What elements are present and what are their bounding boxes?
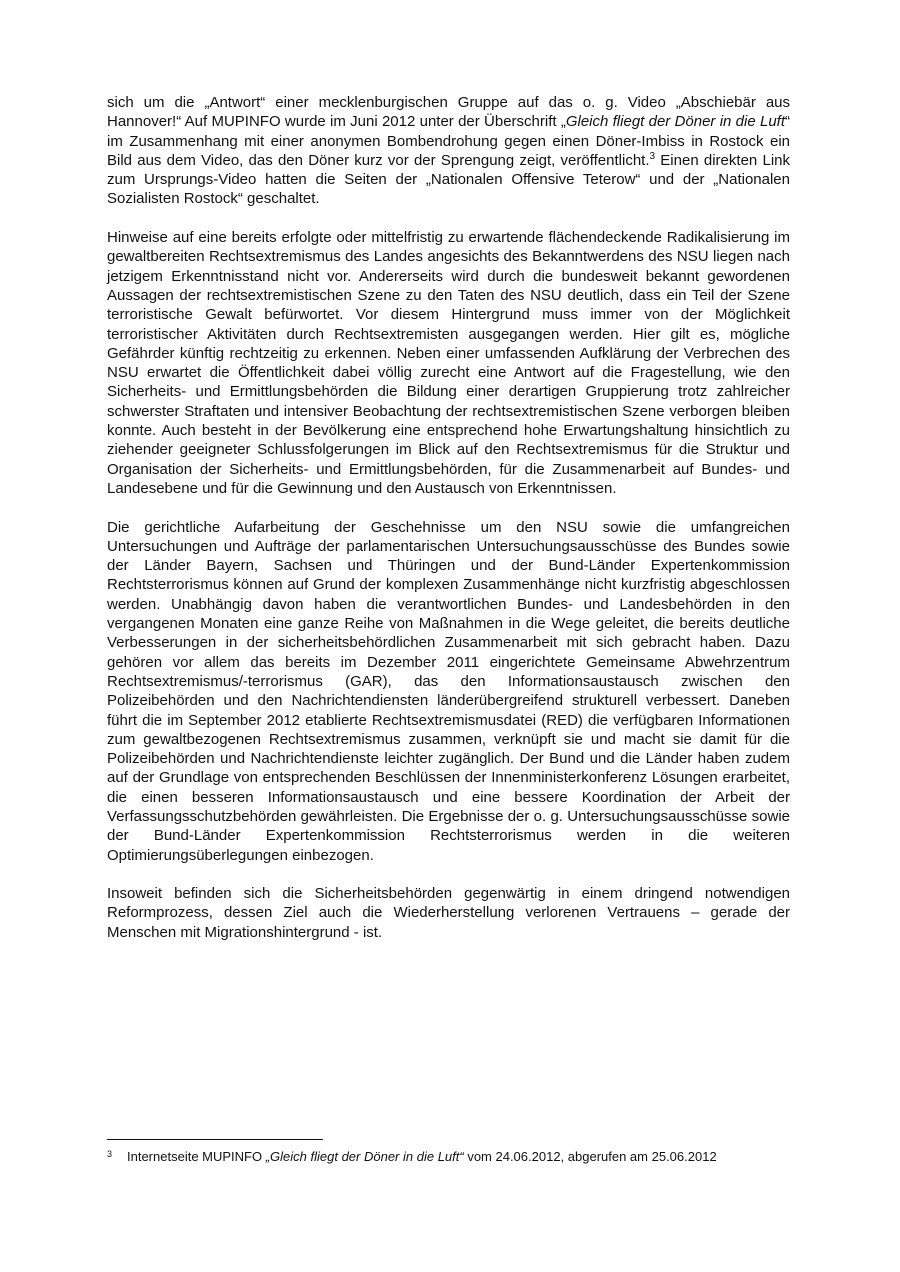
footnote-reference[interactable]: 3 <box>649 150 656 162</box>
paragraph-2: Hinweise auf eine bereits erfolgte oder mittelfristig zu erwartende flächendeckende Radikalisierung im gewaltbereiten Rechtsextremismus des Landes angesichts des Bekanntwerdens des NSU liegen nach jetzigem Erkenntnisstand nicht vor. Andererseits wird durch die bundesweit bekannt gewordenen Aussagen der rechtsextremistischen Szene zu den Taten des NSU deutlich, dass ein Teil der Szene terroristische Gewalt befürwortet. Vor diesem Hintergrund muss immer von der Möglichkeit terroristischer Aktivitäten durch Rechtsextremisten ausgegangen werden. Hier gilt es, mögliche Gefährder künftig rechtzeitig zu erkennen. Neben einer umfassenden Aufklärung der Verbrechen des NSU erwartet die Öffentlichkeit dabei völlig zurecht eine Antwort auf die Fragestellung, wie den Sicherheits- und Ermittlungsbehörden die Bildung einer derartigen Gruppierung trotz zahlreicher schwerster Straftaten und intensiver Beobachtung der rechtsextremistischen Szene verborgen bleiben konnte. Auch besteht in der Bevölkerung eine entsprechend hohe Erwartungshaltung hinsichtlich zu ziehender geeigneter Schlussfolgerungen im Blick auf den Rechtsextremismus für die Struktur und Organisation der Sicherheits- und Ermittlungsbehörden, für die Zusammenarbeit auf Bundes- und Landesebene und für die Gewinnung und den Austausch von Erkenntnissen. <box>107 229 790 497</box>
document-body <box>107 93 790 961</box>
footnote-number: 3 <box>107 1149 113 1159</box>
italic-quote: „Gleich fliegt der Döner in die Luft“ <box>265 1149 464 1164</box>
text-run: Internetseite MUPINFO <box>127 1149 266 1164</box>
paragraph-4: Insoweit befinden sich die Sicherheitsbehörden gegenwärtig in einem dringend notwendigen Reformprozess, dessen Ziel auch die Wiederherstellung verlorenen Vertrauens – gerade der Menschen mit Migrationshintergrund - ist. <box>107 885 790 941</box>
footnote-text <box>127 1148 790 1165</box>
text-run: vom 24.06.2012, abgerufen am 25.06.2012 <box>463 1149 717 1164</box>
text-run: sich um die „Antwort“ einer mecklenburgischen Gruppe auf das o. g. Video „Abschiebär aus Hannover!“ Auf MUPINFO wurde im Juni 2012 unter der Überschrift „ <box>107 94 790 131</box>
footnote-separator <box>107 1139 323 1140</box>
text-run: “ im Zusammenhang mit einer anonymen Bombendrohung gegen einen Döner-Imbiss in Rostock ein Bild aus dem Video, das den Döner kurz vor der Sprengung zeigt, veröffentlicht. <box>107 113 790 169</box>
paragraph-1 <box>107 93 790 209</box>
footnote <box>107 1148 790 1165</box>
paragraph-3: Die gerichtliche Aufarbeitung der Geschehnisse um den NSU sowie die umfangreichen Untersuchungen und Aufträge der parlamentarischen Untersuchungsausschüsse des Bundes sowie der Länder Bayern, Sachsen und Thüringen und der Bund-Länder Expertenkommission Rechtsterrorismus können auf Grund der komplexen Zusammenhänge nicht kurzfristig abgeschlossen werden. Unabhängig davon haben die verantwortlichen Bundes- und Landesbehörden in den vergangenen Monaten eine ganze Reihe von Maßnahmen in die Wege geleitet, die bereits deutliche Verbesserungen in der sicherheitsbehördlichen Zusammenarbeit mit sich gebracht haben. Dazu gehören vor allem das bereits im Dezember 2011 eingerichtete Gemeinsame Abwehrzentrum Rechtsextremismus/-terrorismus (GAR), das den Informationsaustausch zwischen den Polizeibehörden und den Nachrichtendiensten länderübergreifend strukturell verbessert. Daneben führt die im September 2012 etablierte Rechtsextremismusdatei (RED) die verfügbaren Informationen zum gewaltbezogenen Rechtsextremismus zusammen, verknüpft sie und macht sie damit für die Polizeibehörden und Nachrichtendienste leichter zugänglich. Der Bund und die Länder haben zudem auf der Grundlage von entsprechenden Beschlüssen der Innenministerkonferenz Lösungen erarbeitet, die einen besseren Informationsaustausch und eine bessere Koordination der Arbeit der Verfassungsschutzbehörden gewährleisten. Die Ergebnisse der o. g. Untersuchungsausschüsse sowie der Bund-Länder Expertenkommission Rechtsterrorismus werden in die weiteren Optimierungsüberlegungen einbezogen. <box>107 518 790 864</box>
italic-quote: Gleich fliegt der Döner in die Luft <box>565 113 785 131</box>
text-run: Einen direkten Link zum Ursprungs-Video hatten die Seiten der „Nationalen Offensive Teterow“ und der „Nationalen Sozialisten Rostock“ geschaltet. <box>107 151 790 208</box>
